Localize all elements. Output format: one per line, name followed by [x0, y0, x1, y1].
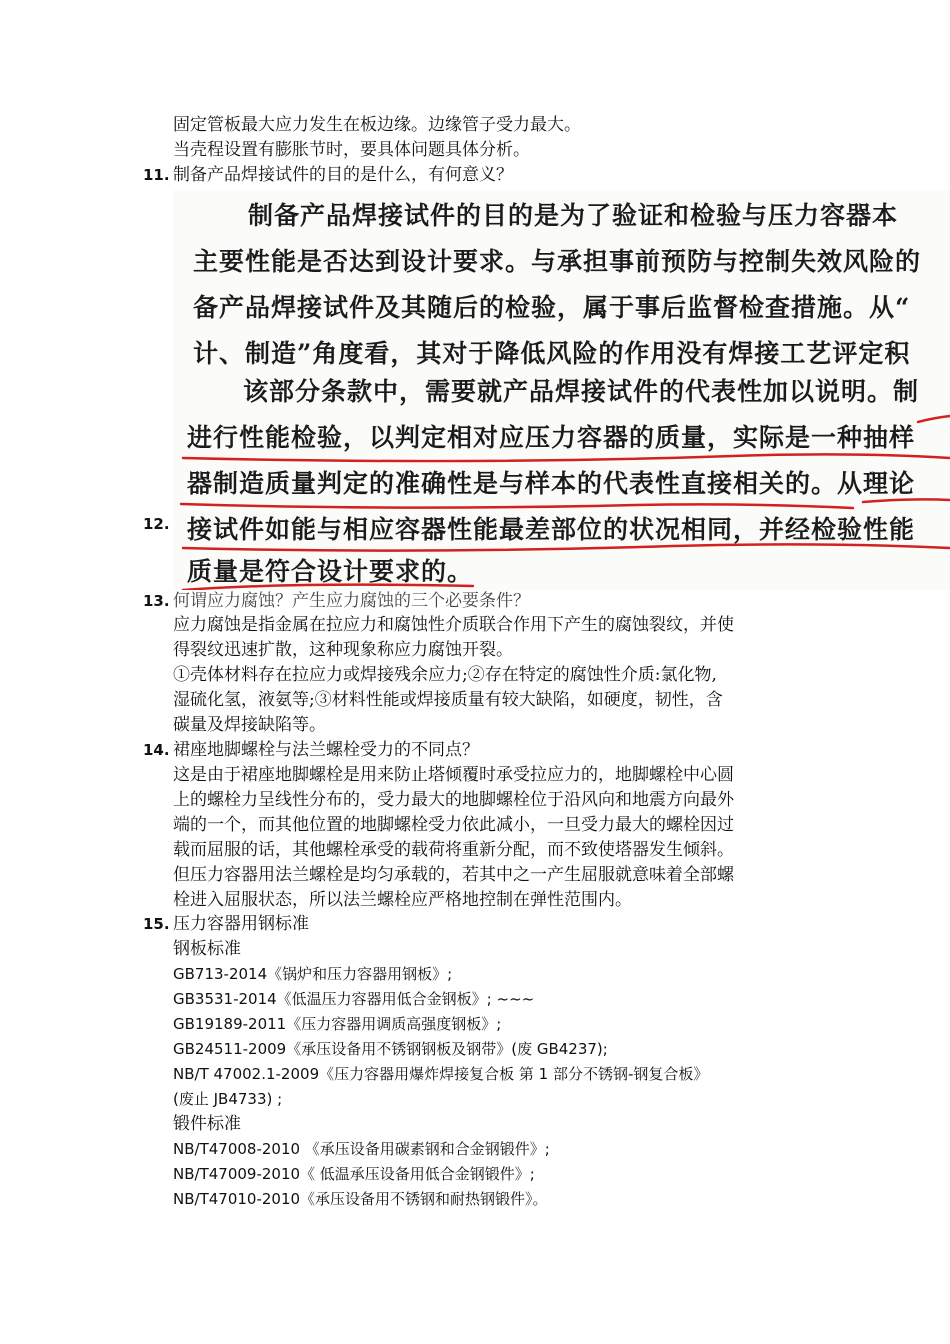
underline-3b: [863, 499, 950, 502]
q13-line-5: 碳量及焊接缺陷等。: [173, 715, 326, 735]
q13-line-4: 湿硫化氢，液氨等;③材料性能或焊接质量有较大缺陷，如硬度，韧性，含: [173, 690, 723, 710]
question-number-11: 11.: [143, 166, 170, 184]
q14-line-3: 端的一个，而其他位置的地脚螺栓受力依此减小，一旦受力最大的螺栓因过: [173, 815, 734, 835]
forging-standard-3: NB/T47010-2010《承压设备用不锈钢和耐热钢锻件》。: [173, 1190, 548, 1208]
plate-standard-3: GB19189-2011《压力容器用调质高强度钢板》;: [173, 1015, 502, 1033]
scan-line-7: 器制造质量判定的准确性是与样本的代表性直接相关的。从理论: [187, 469, 916, 498]
scan-line-6: 进行性能检验，以判定相对应压力容器的质量，实际是一种抽样: [187, 423, 916, 452]
q14-line-6: 栓进入屈服状态，所以法兰螺栓应严格地控制在弹性范围内。: [173, 890, 632, 910]
q14-line-1: 这是由于裙座地脚螺栓是用来防止塔倾覆时承受拉应力的，地脚螺栓中心圆: [173, 765, 734, 785]
scan-line-5: 该部分条款中，需要就产品焊接试件的代表性加以说明。制: [243, 377, 920, 406]
scan-line-9: 质量是符合设计要求的。: [187, 557, 474, 586]
question-11-title: 制备产品焊接试件的目的是什么，有何意义？: [173, 165, 513, 185]
question-number-13: 13.: [143, 592, 170, 610]
question-14-title: 裙座地脚螺栓与法兰螺栓受力的不同点？: [173, 740, 479, 760]
q13-line-2: 得裂纹迅速扩散，这种现象称应力腐蚀开裂。: [173, 640, 513, 660]
plate-standard-4: GB24511-2009《承压设备用不锈钢钢板及钢带》(废 GB4237);: [173, 1040, 608, 1058]
plate-standard-5: NB/T 47002.1-2009《压力容器用爆炸焊接复合板 第 1 部分不锈钢-钢复合板》: [173, 1065, 709, 1083]
scan-line-1: 制备产品焊接试件的目的是为了验证和检验与压力容器本: [248, 201, 899, 230]
forging-standards-heading: 锻件标准: [173, 1114, 241, 1134]
scan-line-3: 备产品焊接试件及其随后的检验，属于事后监督检查措施。从“: [193, 293, 911, 322]
intro-line-2: 当壳程设置有膨胀节时，要具体问题具体分析。: [173, 140, 530, 160]
question-number-12: 12.: [143, 515, 170, 533]
underline-3a: [181, 504, 853, 508]
scan-line-2: 主要性能是否达到设计要求。与承担事前预防与控制失效风险的: [193, 247, 922, 276]
plate-standard-6: (废止 JB4733) ;: [173, 1090, 283, 1108]
scanned-excerpt: [173, 190, 950, 590]
question-number-14: 14.: [143, 741, 170, 759]
q13-line-1: 应力腐蚀是指金属在拉应力和腐蚀性介质联合作用下产生的腐蚀裂纹，并使: [173, 615, 734, 635]
plate-standards-heading: 钢板标准: [173, 939, 241, 959]
forging-standard-1: NB/T47008-2010 《承压设备用碳素钢和合金钢锻件》;: [173, 1140, 550, 1158]
underline-1: [918, 416, 950, 422]
q14-line-2: 上的螺栓力呈线性分布的，受力最大的地脚螺栓位于沿风向和地震方向最外: [173, 790, 734, 810]
q14-line-5: 但压力容器用法兰螺栓是均匀承载的，若其中之一产生屈服就意味着全部螺: [173, 865, 734, 885]
q13-line-3: ①壳体材料存在拉应力或焊接残余应力;②存在特定的腐蚀性介质:氯化物,: [173, 665, 717, 685]
forging-standard-2: NB/T47009-2010《 低温承压设备用低合金钢锻件》;: [173, 1165, 535, 1183]
plate-standard-2: GB3531-2014《低温压力容器用低合金钢板》; ~~~: [173, 990, 535, 1008]
scan-line-4: 计、制造”角度看，其对于降低风险的作用没有焊接工艺评定积: [193, 339, 911, 368]
question-13-title: 何谓应力腐蚀？产生应力腐蚀的三个必要条件？: [173, 591, 530, 611]
scan-line-8: 接试件如能与相应容器性能最差部位的状况相同，并经检验性能: [187, 515, 916, 544]
underline-2: [183, 454, 950, 461]
q14-line-4: 载而屈服的话，其他螺栓承受的载荷将重新分配，而不致使塔器发生倾斜。: [173, 840, 734, 860]
intro-line-1: 固定管板最大应力发生在板边缘。边缘管子受力最大。: [173, 115, 581, 135]
question-15-title: 压力容器用钢标准: [173, 914, 309, 934]
question-number-15: 15.: [143, 915, 170, 933]
handwritten-underlines: [173, 190, 950, 590]
plate-standard-1: GB713-2014《锅炉和压力容器用钢板》;: [173, 965, 453, 983]
underline-4: [183, 544, 950, 550]
